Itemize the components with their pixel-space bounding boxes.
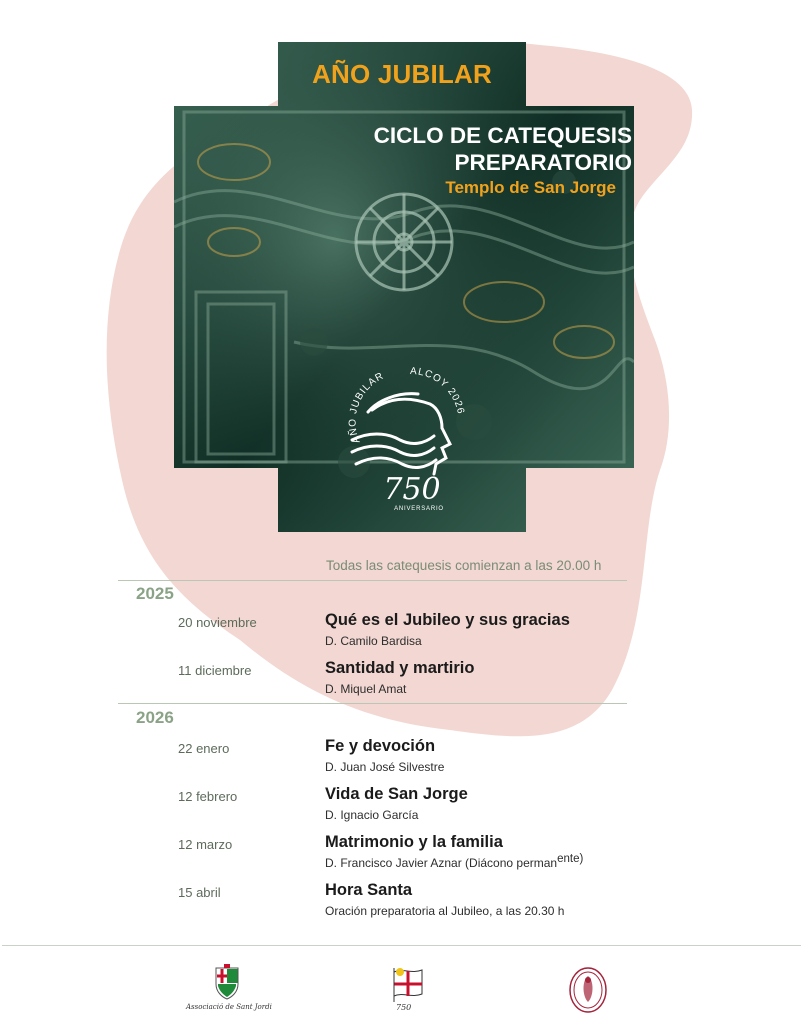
divider-2025 — [118, 580, 627, 581]
event-date: 15 abril — [178, 885, 221, 900]
event-item — [0, 737, 803, 783]
event-title: Hora Santa — [325, 881, 413, 899]
event-title: Vida de San Jorge — [325, 785, 468, 803]
year-2025: 2025 — [136, 584, 174, 603]
event-speaker-main: D. Francisco Javier Aznar (Diácono perman — [325, 856, 558, 870]
event-item — [0, 833, 803, 879]
event-speaker: D. Juan José Silvestre — [325, 760, 445, 774]
title-line-2: PREPARATORIO — [454, 150, 632, 175]
association-caption: Associació de Sant Jordi — [186, 1003, 272, 1011]
title-line-1: CICLO DE CATEQUESIS — [373, 123, 632, 148]
divider-2026 — [118, 703, 627, 704]
footer-divider — [2, 945, 801, 946]
event-title: Fe y devoción — [325, 737, 436, 755]
page-subtitle: Templo de San Jorge — [445, 178, 616, 197]
logo-caption: ANIVERSARIO — [394, 506, 444, 512]
event-date: 11 diciembre — [178, 663, 252, 678]
association-shield-icon — [214, 964, 240, 1000]
event-speaker — [325, 853, 584, 870]
event-item — [0, 611, 803, 657]
jubilee-badge: AÑO JUBILAR — [312, 58, 492, 89]
event-speaker-raised: ente) — [557, 853, 584, 865]
event-title: Qué es el Jubileo y sus gracias — [325, 611, 570, 629]
event-speaker: D. Ignacio García — [325, 808, 419, 822]
logo-arc-left-label: AÑO JUBILAR — [347, 370, 386, 445]
event-date: 12 febrero — [178, 789, 238, 804]
event-speaker: Oración preparatoria al Jubileo, a las 20.30 h — [325, 904, 565, 918]
year-2026: 2026 — [136, 708, 174, 727]
event-title: Santidad y martirio — [325, 659, 475, 677]
logo-arc-right-label: ALCOY 2026 — [409, 365, 467, 416]
parish-seal-icon — [568, 966, 608, 1014]
event-date: 22 enero — [178, 741, 230, 756]
anniversary-caption: 750 — [396, 1003, 412, 1012]
saint-george-flag-icon — [388, 964, 428, 1004]
logo-number: 750 — [383, 472, 441, 507]
event-date: 20 noviembre — [178, 615, 257, 630]
event-title: Matrimonio y la familia — [325, 833, 503, 851]
start-time-note: Todas las catequesis comienzan a las 20.00 h — [326, 558, 602, 573]
hero-image — [174, 42, 634, 532]
event-item — [0, 785, 803, 831]
event-date: 12 marzo — [178, 837, 233, 852]
event-item — [0, 659, 803, 705]
event-speaker: D. Miquel Amat — [325, 682, 407, 696]
jubilee-logo-icon — [338, 352, 478, 482]
event-item — [0, 881, 803, 927]
event-speaker: D. Camilo Bardisa — [325, 634, 422, 648]
page-title — [302, 122, 632, 176]
